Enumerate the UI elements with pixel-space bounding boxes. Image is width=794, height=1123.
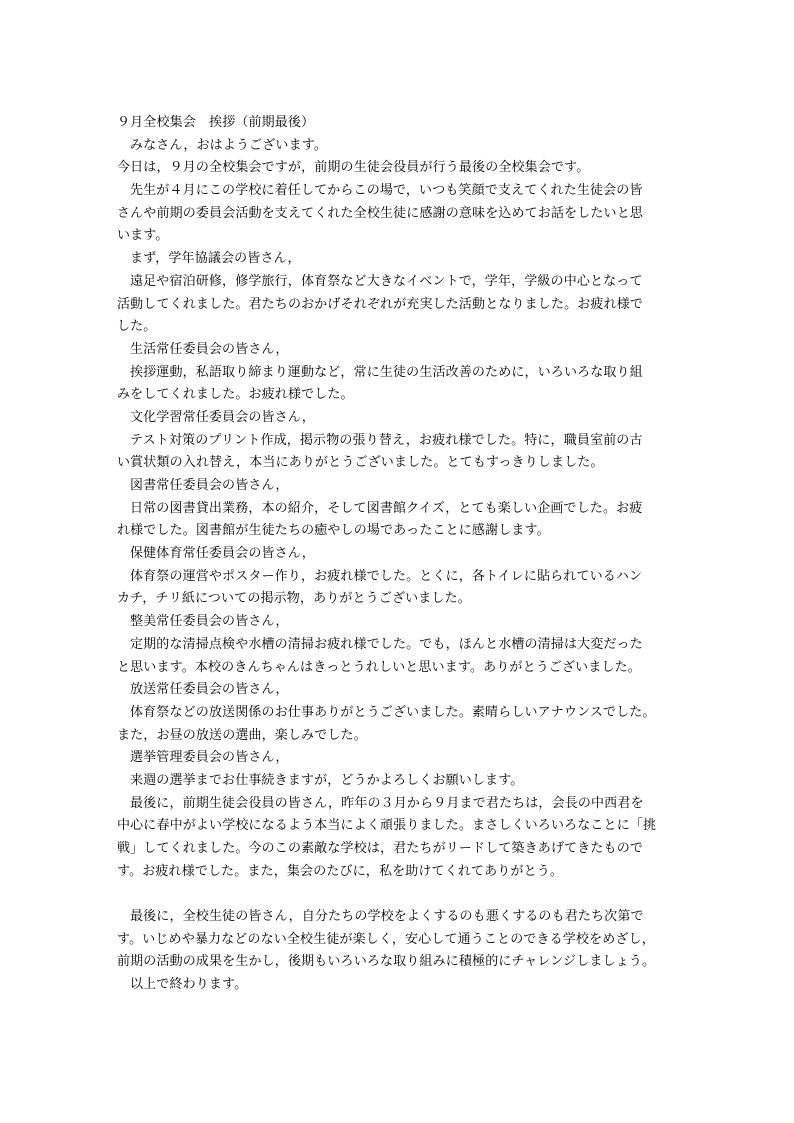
text-line: れ様でした。図書館が生徒たちの癒やしの場であったことに感謝します。 [117,523,550,539]
text-line: した。 [117,319,157,335]
text-line: 定期的な清掃点検や水槽の清掃お疲れ様でした。でも，ほんと水槽の清掃は大変だった [130,636,643,652]
text-line: 文化学習常任委員会の皆さん， [130,409,315,425]
text-line: みをしてくれました。お疲れ様でした。 [117,387,354,403]
text-line: 整美常任委員会の皆さん， [130,614,289,630]
text-line: 最後に，前期生徒会役員の皆さん，昨年の３月から９月まで君たちは，会長の中西君を [130,795,644,811]
text-line: 前期の活動の成果を生かし，後期もいろいろな取り組みに積極的にチャレンジしましょう。 [117,954,656,970]
text-line: 挨拶運動，私語取り締まり運動など，常に生徒の生活改善のために，いろいろな取り組 [130,364,643,380]
blank-line [117,883,679,906]
document-body [117,112,679,997]
text-line: 体育祭の運営やポスター作り，お疲れ様でした。とくに，各トイレに貼られているハン [130,568,643,584]
text-line: 放送常任委員会の皆さん， [130,682,289,698]
text-line: 今日は，９月の全校集会ですが，前期の生徒会役員が行う最後の全校集会です。 [117,160,590,176]
text-line: 来週の選挙までお仕事続きますが，どうかよろしくお願いします。 [130,772,524,788]
text-line: 中心に春中がよい学校になるよう本当によく頑張りました。まさしくいろいろなことに「挑 [117,818,657,834]
text-line: 体育祭などの放送関係のお仕事ありがとうございました。素晴らしいアナウンスでした。 [130,704,656,720]
text-line: 遠足や宿泊研修，修学旅行，体育祭など大きなイベントで，学年，学級の中心となって [130,273,643,289]
text-line: 先生が４月にこの学校に着任してからこの場で，いつも笑顔で支えてくれた生徒会の皆 [130,183,643,199]
text-line: 生活常任委員会の皆さん， [130,341,289,357]
text-line: す。お疲れ様でした。また，集会のたびに，私を助けてくれてありがとう。 [117,863,564,879]
text-line: 選挙管理委員会の皆さん， [130,750,289,766]
text-line: さんや前期の委員会活動を支えてくれた全校生徒に感謝の意味を込めてお話をしたいと思 [117,205,644,221]
text-line: います。 [117,228,169,244]
text-line: 図書常任委員会の皆さん， [130,478,289,493]
document-lines [117,135,679,997]
text-line: す。いじめや暴力などのない全校生徒が楽しく，安心して通うことのできる学校をめざし， [117,931,655,947]
text-line: と思います。本校のきんちゃんはきっとうれしいと思います。ありがとうございました。 [117,659,641,675]
text-line: みなさん，おはようございます。 [130,137,327,153]
text-line: 以上で終わります。 [130,977,248,993]
text-line: カチ，チリ紙についての掲示物，ありがとうございました。 [117,591,471,607]
text-line: テスト対策のプリント作成，掲示物の張り替え，お疲れ様でした。特に，職員室前の古 [130,432,643,448]
text-line: 日常の図書貸出業務，本の紹介，そして図書館クイズ，とても楽しい企画でした。お疲 [130,500,643,516]
text-line: また，お昼の放送の選曲，楽しみでした。 [117,727,367,743]
text-line: 活動してくれました。君たちのおかげそれぞれが充実した活動となりました。お疲れ様で [117,296,644,312]
text-line: 戦」してくれました。今のこの素敵な学校は，君たちがリードして築きあげてきたもので [117,841,644,856]
text-line: まず，学年協議会の皆さん， [130,251,301,267]
text-line: 保健体育常任委員会の皆さん， [130,546,315,562]
text-line: い賞状類の入れ替え，本当にありがとうございました。とてもすっきりしました。 [117,455,604,471]
document-title: ９月全校集会 挨拶（前期最後） [117,115,315,130]
text-line: 最後に，全校生徒の皆さん，自分たちの学校をよくするのも悪くするのも君たち次第で [130,909,644,925]
